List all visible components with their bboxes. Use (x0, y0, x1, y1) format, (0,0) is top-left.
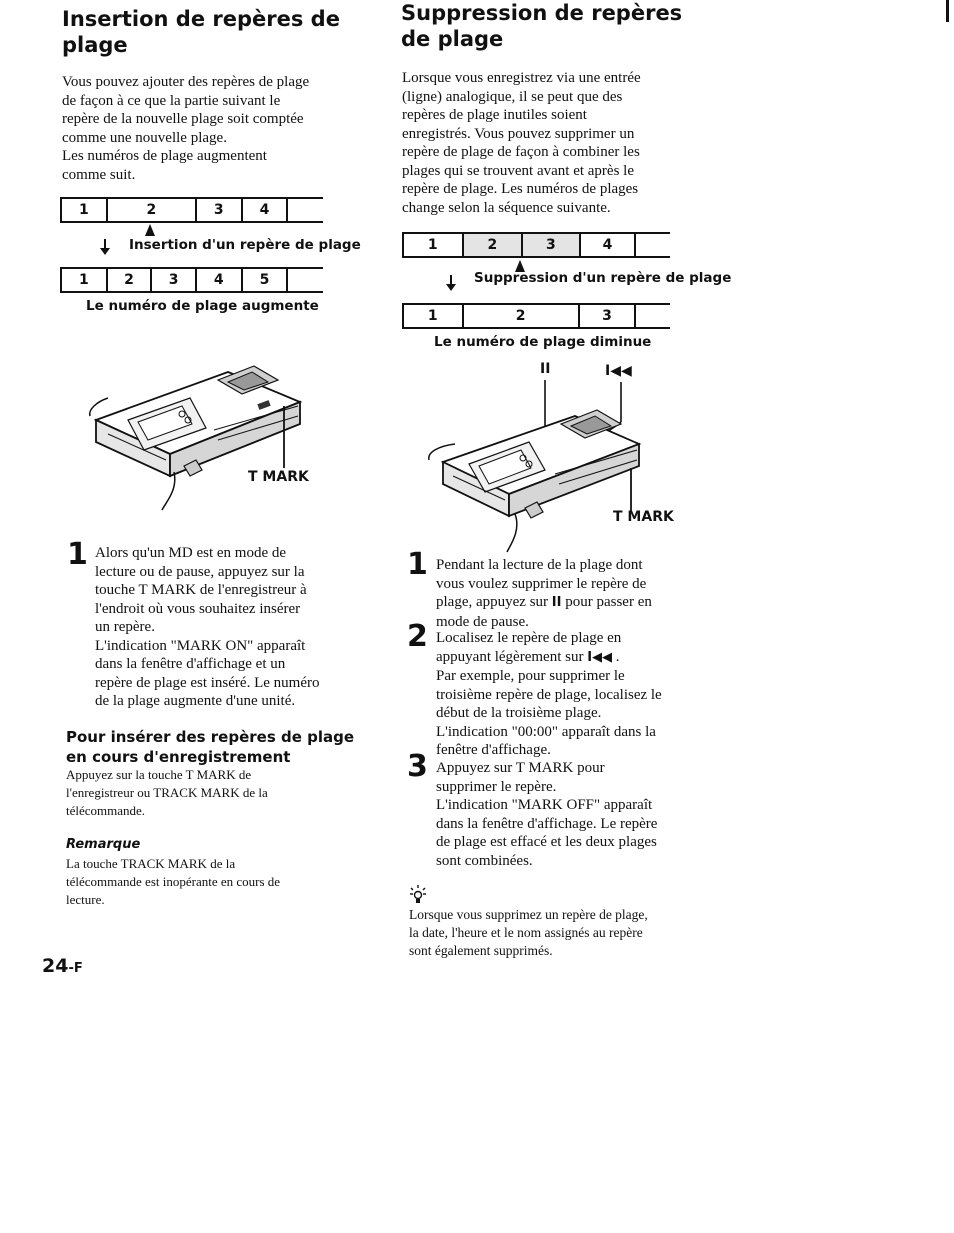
tip-lightbulb-icon (409, 884, 427, 904)
track-cell (636, 305, 670, 327)
recording-subheading (66, 727, 354, 767)
left-title-line2: plage (62, 33, 128, 57)
track-cell: 4 (581, 234, 637, 256)
track-cell (288, 199, 323, 221)
track-cell (288, 269, 323, 291)
step-line: Localisez le repère de plage en (436, 630, 622, 646)
right-intro-line: enregistrés. Vous pouvez supprimer un (402, 125, 635, 142)
step-line: L'indication "00:00" apparaît dans la (436, 723, 656, 740)
step-3-number: 3 (407, 749, 428, 784)
track-cell: 5 (243, 269, 289, 291)
right-title-line2: de plage (401, 27, 504, 51)
step-1-text (95, 544, 365, 711)
step-text: . (612, 648, 620, 665)
step-line: Appuyez sur T MARK pour (436, 760, 605, 776)
step-line: de la plage augmente d'une unité. (95, 693, 296, 709)
body-line: Appuyez sur la touche T MARK de (66, 767, 252, 782)
left-intro (62, 73, 362, 184)
right-intro-line: repères de plage inutiles soient (402, 107, 587, 123)
step-line (436, 648, 706, 668)
right-intro-line: (ligne) analogique, il se peut que des (402, 88, 623, 105)
step-line: repère de plage est inséré. Le numéro (95, 674, 320, 691)
insert-marker-icon (144, 223, 156, 237)
right-intro-line: repère de plage de façon à combiner les (402, 144, 640, 160)
step-line: un repère. (95, 619, 155, 635)
page-number (42, 955, 83, 977)
subheading-line: en cours d'enregistrement (66, 748, 291, 766)
track-cell (636, 234, 670, 256)
track-cell: 1 (404, 234, 464, 256)
down-arrow-icon (99, 238, 111, 256)
tip-line: Lorsque vous supprimez un repère de plage, (409, 907, 648, 922)
step-3-text (436, 759, 706, 870)
step-line: dans la fenêtre d'affichage et un (95, 656, 286, 672)
step-line: touche T MARK de l'enregistreur à (95, 582, 307, 598)
note-line: La touche TRACK MARK de la (66, 856, 236, 871)
step-1-text (436, 556, 706, 631)
previous-track-icon: I◀◀ (605, 363, 632, 379)
right-intro-line: plages qui se trouvent avant et après le (402, 162, 635, 179)
step-line: L'indication "MARK ON" apparaît (95, 637, 306, 654)
step-line: lecture ou de pause, appuyez sur la (95, 563, 305, 580)
step-line: Alors qu'un MD est en mode de (95, 545, 287, 561)
page-number-value: 24 (42, 955, 69, 977)
left-intro-line: Vous pouvez ajouter des repères de plage (62, 74, 310, 90)
step-2-text (436, 629, 706, 760)
track-cell: 2 (108, 269, 153, 291)
step-line: supprimer le repère. (436, 778, 557, 795)
insert-caption: Insertion d'un repère de plage (129, 237, 361, 253)
md-recorder-illustration (78, 350, 318, 515)
tip-line: la date, l'heure et le nom assignés au repère (409, 925, 643, 940)
left-intro-line: comme suit. (62, 166, 136, 183)
track-cell: 3 (523, 234, 581, 256)
t-mark-label: T MARK (248, 469, 309, 485)
left-intro-line: repère de la nouvelle plage soit comptée (62, 111, 304, 127)
right-title-line1: Suppression de repères (401, 1, 683, 25)
note-line: lecture. (66, 892, 105, 907)
step-line (436, 593, 706, 613)
page-number-suffix: -F (68, 961, 83, 976)
left-intro-line: comme une nouvelle plage. (62, 129, 227, 146)
left-intro-line: Les numéros de plage augmentent (62, 148, 267, 164)
step-line: de plage est effacé et les deux plages (436, 834, 657, 850)
track-bar-before-delete (402, 232, 670, 258)
step-text: appuyant légèrement sur (436, 648, 588, 665)
track-cell: 2 (108, 199, 197, 221)
step-line: troisième repère de plage, localisez le (436, 686, 662, 703)
step-line: fenêtre d'affichage. (436, 742, 551, 758)
step-line: mode de pause. (436, 613, 529, 630)
down-arrow-icon (445, 274, 457, 292)
note-title: Remarque (66, 837, 141, 852)
step-2-number: 2 (407, 619, 428, 654)
tip-line: sont également supprimés. (409, 943, 553, 958)
step-line: dans la fenêtre d'affichage. Le repère (436, 815, 658, 832)
left-title (62, 6, 340, 58)
t-mark-label: T MARK (613, 509, 674, 525)
left-title-line1: Insertion de repères de (62, 7, 340, 31)
step-text: plage, appuyez sur (436, 594, 552, 610)
track-cell: 3 (197, 199, 243, 221)
left-intro-line: de façon à ce que la partie suivant le (62, 92, 281, 109)
track-cell: 1 (62, 269, 108, 291)
track-bar-before-insert (60, 197, 323, 223)
track-cell: 2 (464, 234, 524, 256)
track-cell: 3 (152, 269, 197, 291)
previous-track-icon: I◀◀ (587, 649, 613, 665)
right-title (401, 0, 682, 52)
note-line: télécommande est inopérante en cours de (66, 874, 281, 889)
subheading-line: Pour insérer des repères de plage (66, 728, 355, 746)
track-bar-after-insert (60, 267, 323, 293)
delete-caption: Suppression d'un repère de plage (474, 270, 732, 286)
tip-body (409, 906, 648, 960)
md-recorder-illustration (425, 376, 655, 556)
step-1-number: 1 (67, 537, 88, 572)
note-body (66, 855, 280, 909)
step-1-number: 1 (407, 547, 428, 582)
recording-body (66, 766, 268, 820)
step-line: vous voulez supprimer le repère de (436, 575, 647, 592)
track-cell: 4 (197, 269, 243, 291)
right-intro-line: change selon la séquence suivante. (402, 199, 611, 216)
track-cell: 1 (62, 199, 108, 221)
step-line: l'endroit où vous souhaitez insérer (95, 600, 301, 617)
track-cell: 4 (243, 199, 289, 221)
track-cell: 3 (580, 305, 637, 327)
track-bar-after-delete (402, 303, 670, 329)
step-line: Pendant la lecture de la plage dont (436, 557, 643, 573)
track-cell: 2 (464, 305, 580, 327)
step-line: début de la troisième plage. (436, 705, 602, 721)
pause-icon: II (540, 361, 551, 377)
body-line: télécommande. (66, 803, 146, 818)
right-intro (402, 69, 702, 217)
step-text: pour passer en (561, 594, 652, 610)
insert-result-caption: Le numéro de plage augmente (86, 298, 319, 314)
step-line: Par exemple, pour supprimer le (436, 668, 625, 684)
edge-mark (946, 0, 949, 22)
delete-result-caption: Le numéro de plage diminue (434, 334, 652, 350)
step-line: sont combinées. (436, 852, 533, 869)
step-line: L'indication "MARK OFF" apparaît (436, 797, 653, 813)
right-intro-line: repère de plage. Les numéros de plages (402, 181, 639, 197)
track-cell: 1 (404, 305, 464, 327)
right-intro-line: Lorsque vous enregistrez via une entrée (402, 70, 641, 86)
body-line: l'enregistreur ou TRACK MARK de la (66, 785, 268, 800)
pause-icon: II (551, 595, 562, 610)
